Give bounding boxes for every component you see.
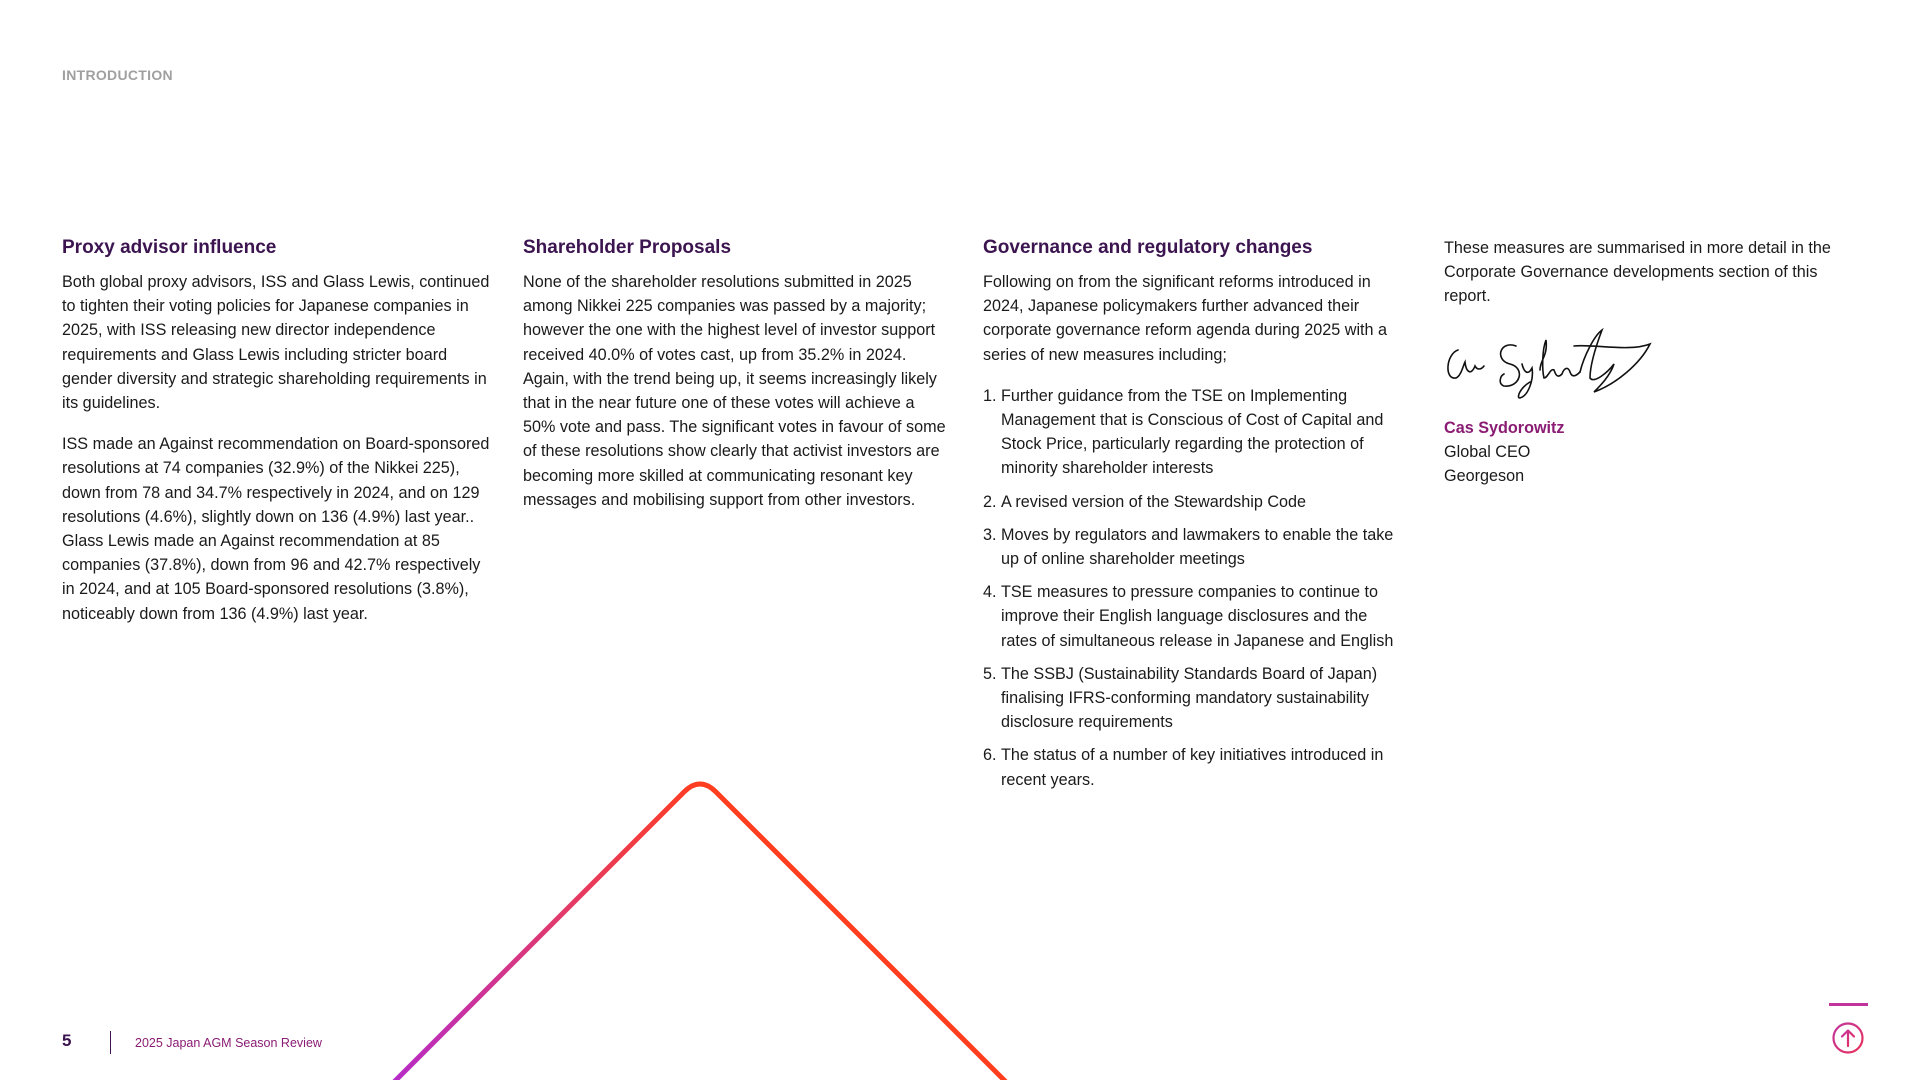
signer-company: Georgeson [1444,467,1525,486]
accent-line [1829,1003,1868,1006]
governance-column [983,234,1403,801]
list-item [983,580,1403,653]
list-item [983,662,1403,735]
list-text: TSE measures to pressure companies to continue to improve their English language disclosures and the rates of simultaneous release in Japanese and English [1001,583,1394,650]
shareholder-proposals-column [523,234,951,529]
list-number: 3. [983,525,997,544]
list-item [983,743,1403,791]
back-to-top-button[interactable] [1831,1021,1865,1055]
list-number: 5. [983,664,997,683]
arrow-up-circle-icon [1831,1021,1865,1055]
list-text: The status of a number of key initiatives introduced in recent years. [1001,746,1384,789]
proxy-paragraph-2: ISS made an Against recommendation on Board-sponsored resolutions at 74 companies (32.9%) of the Nikkei 225), down from 78 and 34.7% respectively in 2024, and on 129 resolutions (4.6%), slightly down on 136 (4.9%) last year.. Glass Lewis made an Against recommendation at 85 companies (37.8%), down from 96 and 42.7% respectively in 2024, and at 105 Board-sponsored resolutions (3.8%), noticeably down from 136 (4.9%) last year. [62,435,490,623]
list-number: 6. [983,746,997,765]
list-text: Moves by regulators and lawmakers to enable the take up of online shareholder meetings [1001,525,1394,569]
proxy-heading: Proxy advisor influence [62,237,277,258]
governance-intro: Following on from the significant reforms introduced in 2024, Japanese policymakers further advanced their corporate governance reform agenda during 2025 with a series of new measures including; [983,273,1388,364]
list-number: 1. [983,386,997,405]
list-text: A revised version of the Stewardship Code [1001,492,1307,511]
summary-text: These measures are summarised in more detail in the Corporate Governance developments section of this report. [1444,239,1831,306]
signature-image [1444,326,1654,406]
page-number: 5 [62,1031,72,1050]
list-item [983,490,1403,514]
list-number: 2. [983,492,997,511]
shareholder-paragraph-1: None of the shareholder resolutions submitted in 2025 among Nikkei 225 companies was passed by a majority; however the one with the highest level of investor support received 40.0% of votes cast, up from 35.2% in 2024. Again, with the trend being up, it seems increasingly likely that in the near future one of these votes will achieve a 50% vote and pass. The significant votes in favour of some of these resolutions show clearly that activist investors are becoming more skilled at communicating resonant key messages and mobilising support from other investors. [523,273,946,509]
shareholder-heading: Shareholder Proposals [523,237,732,258]
list-number: 4. [983,583,997,602]
proxy-advisor-column [62,234,490,643]
signature [1444,326,1854,406]
list-text: Further guidance from the TSE on Implementing Management that is Conscious of Cost of Capital and Stock Price, particularly regarding the protection of minority shareholder interests [1001,386,1384,478]
summary-column [1444,236,1854,488]
footer-divider [110,1031,111,1054]
signer-title: Global CEO [1444,442,1531,461]
governance-measures-list [983,384,1403,792]
footer-doc-title: 2025 Japan AGM Season Review [135,1036,322,1050]
list-text: The SSBJ (Sustainability Standards Board of Japan) finalising IFRS-conforming mandatory sustainability disclosure requirements [1001,664,1378,732]
list-item [983,384,1403,481]
proxy-paragraph-1: Both global proxy advisors, ISS and Glass Lewis, continued to tighten their voting policies for Japanese companies in 2025, with ISS releasing new director independence requirements and Glass Lewis including stricter board gender diversity and strategic shareholding requirements in its guidelines. [62,273,490,413]
section-label: INTRODUCTION [62,67,173,83]
signer-name: Cas Sydorowitz [1444,418,1565,437]
list-item [983,523,1403,571]
governance-heading: Governance and regulatory changes [983,237,1313,258]
